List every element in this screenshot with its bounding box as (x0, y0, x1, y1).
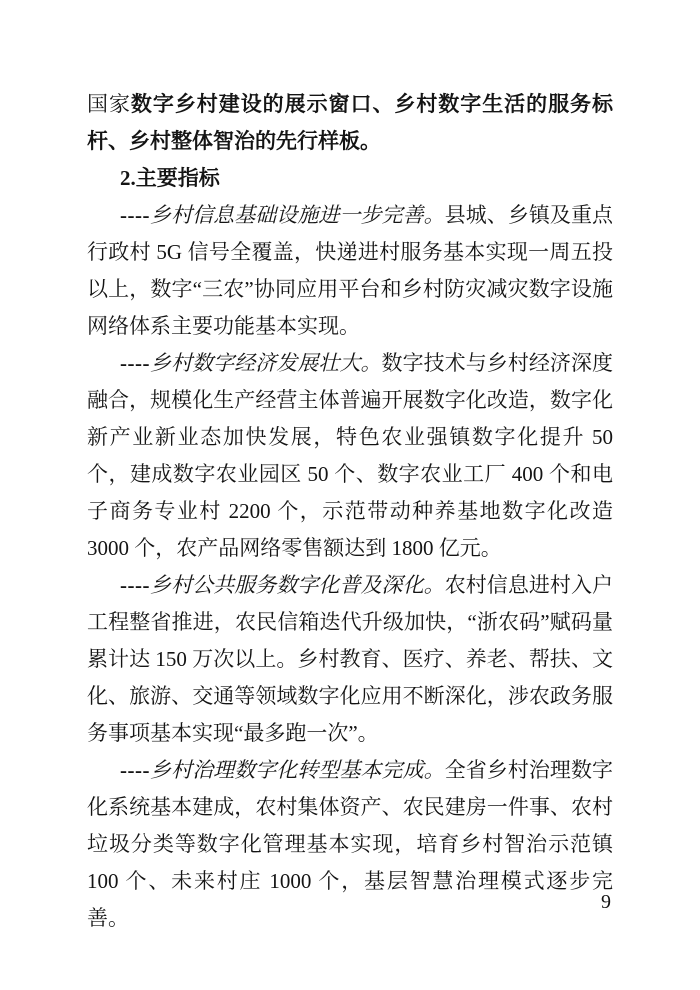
intro-emphasis-text: 数字乡村建设的展示窗口、乡村数字生活的服务标杆、乡村整体智治的先行样板。 (87, 92, 614, 153)
page-number: 9 (601, 891, 611, 913)
indicator-lead-text: 乡村公共服务数字化普及深化。 (149, 573, 445, 597)
indicator-lead-text: 乡村治理数字化转型基本完成。 (149, 758, 445, 782)
intro-prefix-text: 国家 (87, 92, 131, 116)
paragraph-continuation (87, 86, 613, 160)
lead-dashes: ---- (120, 351, 150, 375)
lead-dashes: ---- (120, 203, 150, 227)
page-content (87, 86, 613, 937)
indicator-body-text: 全省乡村治理数字化系统基本建成，农村集体资产、农民建房一件事、农村垃圾分类等数字化管理基本实现，培育乡村智治示范镇 100 个、未来村庄 1000 个，基层智慧治理模式逐步完善。 (87, 758, 614, 930)
indicator-body-text: 数字技术与乡村经济深度融合，规模化生产经营主体普遍开展数字化改造，数字化新产业新业态加快发展，特色农业强镇数字化提升 50 个，建成数字农业园区 50 个、数字农业工厂 400 个和电子商务专业村 2200 个，示范带动种养基地数字化改造 3000 个，农产品网络零售额达到 1800 亿元。 (87, 351, 614, 560)
indicator-paragraph-public-services (87, 567, 613, 752)
indicator-lead-text: 乡村数字经济发展壮大。 (149, 351, 382, 375)
indicator-paragraph-governance (87, 752, 613, 937)
section-heading: 2.主要指标 (120, 166, 220, 190)
indicator-paragraph-infrastructure (87, 197, 613, 345)
indicator-lead-text: 乡村信息基础设施进一步完善。 (149, 203, 445, 227)
indicator-paragraph-economy (87, 345, 613, 567)
lead-dashes: ---- (120, 758, 150, 782)
indicator-body-text: 县城、乡镇及重点行政村 5G 信号全覆盖，快递进村服务基本实现一周五投以上，数字“三农”协同应用平台和乡村防灾减灾数字设施网络体系主要功能基本实现。 (87, 203, 614, 338)
indicator-body-text: 农村信息进村入户工程整省推进，农民信箱迭代升级加快，“浙农码”赋码量累计达 150 万次以上。乡村教育、医疗、养老、帮扶、文化、旅游、交通等领域数字化应用不断深化，涉农政务服务事项基本实现“最多跑一次”。 (87, 573, 614, 745)
lead-dashes: ---- (120, 573, 150, 597)
